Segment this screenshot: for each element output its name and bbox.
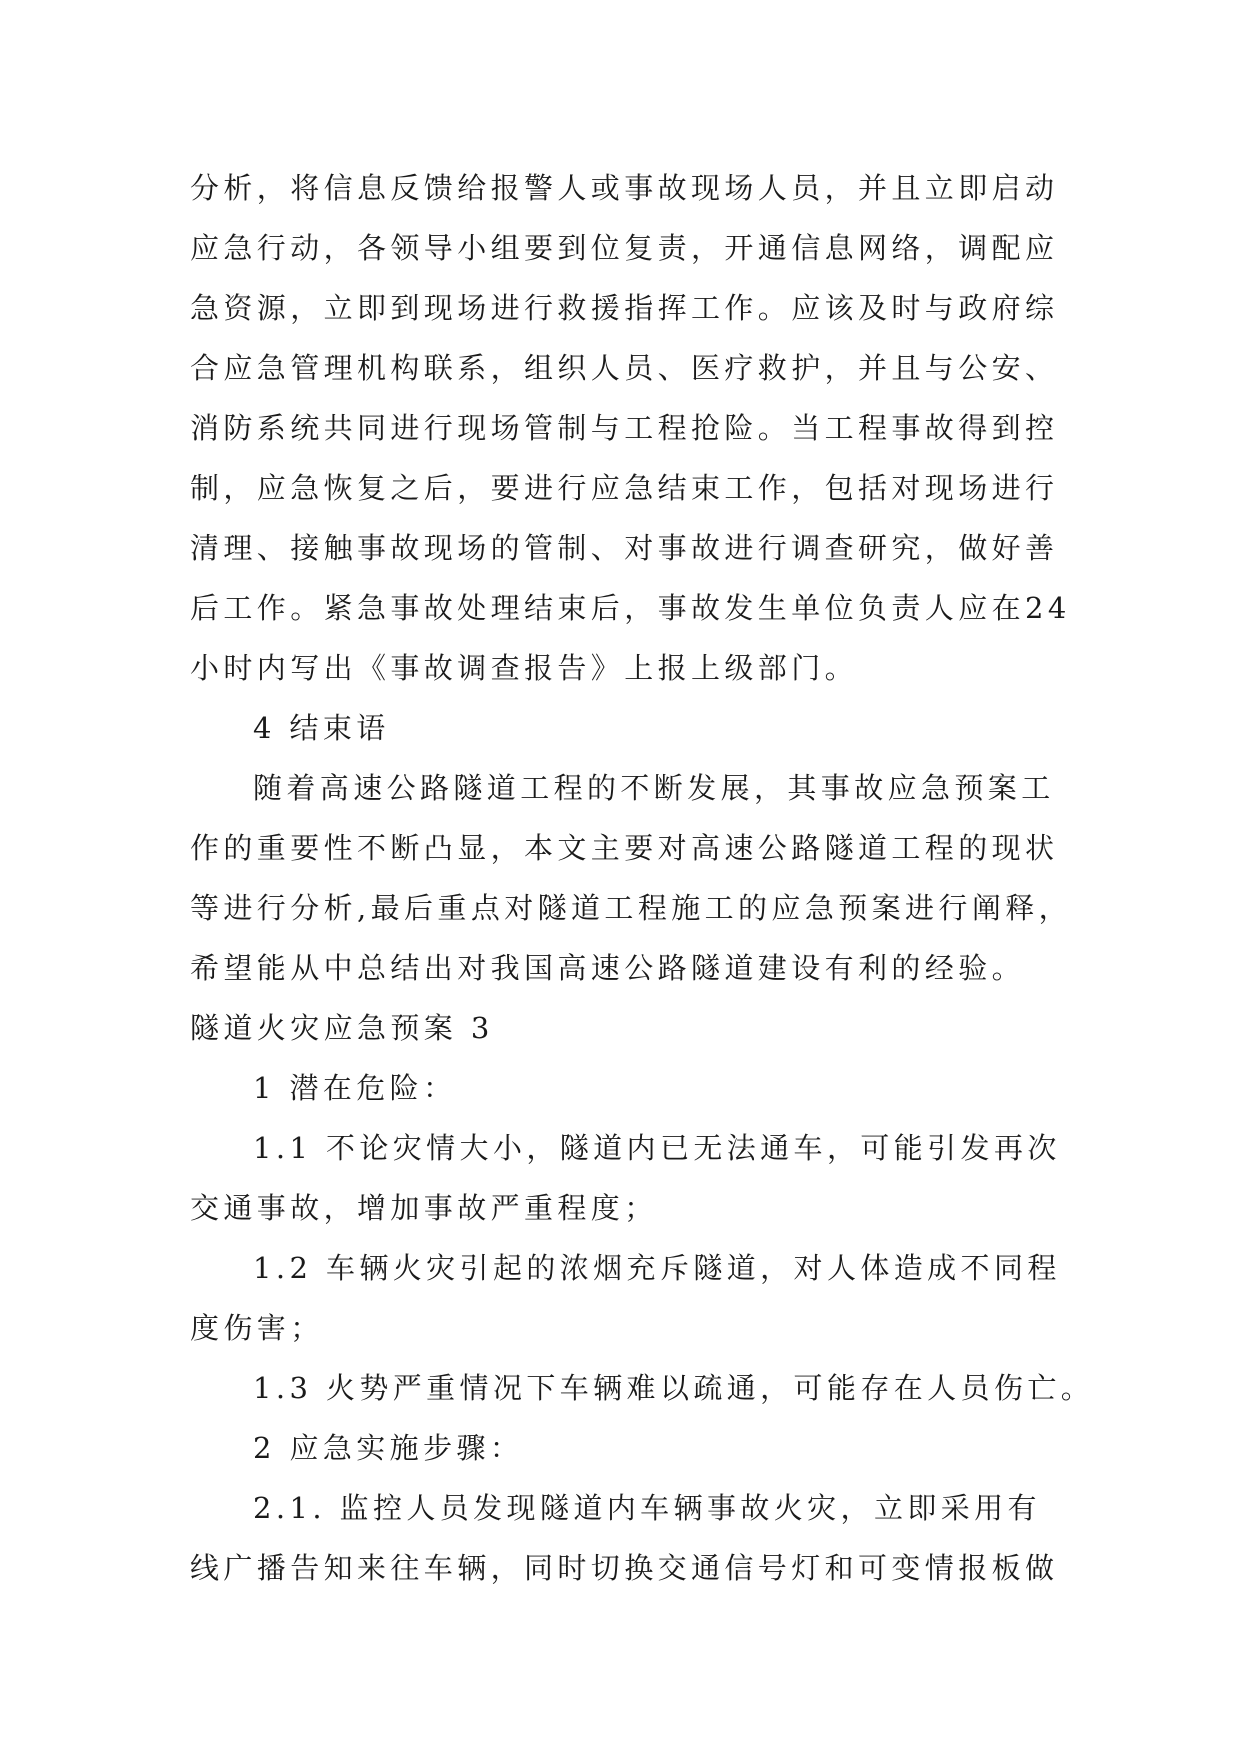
text-line: 等进行分析,最后重点对隧道工程施工的应急预案进行阐释， (190, 891, 1073, 925)
text-line: 2.1. 监控人员发现隧道内车辆事故火灾，立即采用有 (253, 1491, 1041, 1525)
text-line: 隧道火灾应急预案 3 (190, 1011, 494, 1045)
text-line: 应急行动，各领导小组要到位复责，开通信息网络，调配应 (190, 231, 1059, 265)
text-line: 分析，将信息反馈给报警人或事故现场人员，并且立即启动 (190, 171, 1059, 205)
text-line: 1.1 不论灾情大小，隧道内已无法通车，可能引发再次 (253, 1131, 1061, 1165)
text-line: 清理、接触事故现场的管制、对事故进行调查研究，做好善 (190, 531, 1059, 565)
text-line: 交通事故，增加事故严重程度； (190, 1191, 658, 1225)
text-line: 1 潜在危险： (253, 1071, 457, 1105)
text-line: 1.3 火势严重情况下车辆难以疏通，可能存在人员伤亡。 (253, 1371, 1095, 1405)
text-line: 急资源，立即到现场进行救援指挥工作。应该及时与政府综 (190, 291, 1059, 325)
text-line: 2 应急实施步骤： (253, 1431, 524, 1465)
text-line: 1.2 车辆火灾引起的浓烟充斥隧道，对人体造成不同程 (253, 1251, 1061, 1285)
text-line: 小时内写出《事故调查报告》上报上级部门。 (190, 651, 859, 685)
text-line: 合应急管理机构联系，组织人员、医疗救护，并且与公安、 (190, 351, 1059, 385)
text-line: 作的重要性不断凸显，本文主要对高速公路隧道工程的现状 (190, 831, 1059, 865)
text-line: 随着高速公路隧道工程的不断发展，其事故应急预案工 (253, 771, 1055, 805)
text-line: 制，应急恢复之后，要进行应急结束工作，包括对现场进行 (190, 471, 1059, 505)
text-line: 后工作。紧急事故处理结束后，事故发生单位负责人应在24 (190, 591, 1071, 625)
document-body (190, 158, 1095, 1598)
text-line: 4 结束语 (253, 711, 390, 745)
text-line: 线广播告知来往车辆，同时切换交通信号灯和可变情报板做 (190, 1551, 1059, 1585)
text-line: 希望能从中总结出对我国高速公路隧道建设有利的经验。 (190, 951, 1026, 985)
text-line: 消防系统共同进行现场管制与工程抢险。当工程事故得到控 (190, 411, 1059, 445)
text-line: 度伤害； (190, 1311, 324, 1345)
